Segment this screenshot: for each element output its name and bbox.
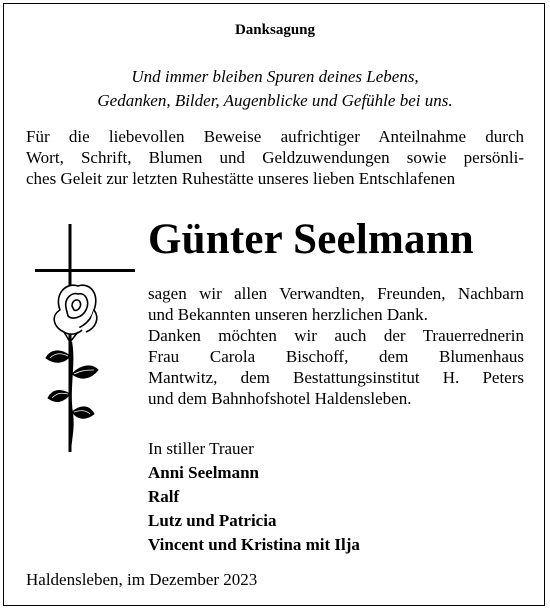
mourners-lead: In stiller Trauer	[148, 439, 254, 458]
thanks-line: Danken möchten wir auch der Trauerrednerin	[148, 326, 524, 345]
thanks-line: Frau Carola Bischoff, dem Blumenhaus	[148, 347, 524, 366]
cross-with-rose-icon	[30, 224, 135, 456]
notice-title: Danksagung	[234, 22, 316, 38]
thanks-line: sagen wir allen Verwandten, Freunden, Nachbarn	[148, 284, 524, 303]
thanks-line: und dem Bahnhofshotel Haldensleben.	[148, 389, 412, 408]
intro-line: Wort, Schrift, Blumen und Geldzuwendungen sowie persönli-	[26, 148, 524, 167]
intro-line: ches Geleit zur letzten Ruhestätte unseres lieben Entschlafenen	[26, 169, 456, 188]
mourner-name: Anni Seelmann	[148, 463, 259, 482]
intro-paragraph	[26, 126, 524, 189]
place-date: Haldensleben, im Dezember 2023	[26, 570, 258, 589]
mourners-block	[148, 437, 360, 557]
verse-line: Und immer bleiben Spuren deines Lebens,	[131, 67, 419, 86]
mourner-name: Ralf	[148, 487, 180, 506]
thanks-paragraph	[148, 283, 524, 409]
deceased-name: Günter Seelmann	[148, 216, 474, 263]
thanks-line: und Bekannten unseren herzlichen Dank.	[148, 305, 428, 324]
verse-line: Gedanken, Bilder, Augenblicke und Gefühle bei uns.	[97, 91, 453, 110]
mourner-name: Lutz und Patricia	[148, 511, 277, 530]
verse-block	[0, 65, 550, 113]
thanks-line: Mantwitz, dem Bestattungsinstitut H. Peters	[148, 368, 524, 387]
mourner-name: Vincent und Kristina mit Ilja	[148, 535, 360, 554]
intro-line: Für die liebevollen Beweise aufrichtiger Anteilnahme durch	[26, 127, 524, 146]
